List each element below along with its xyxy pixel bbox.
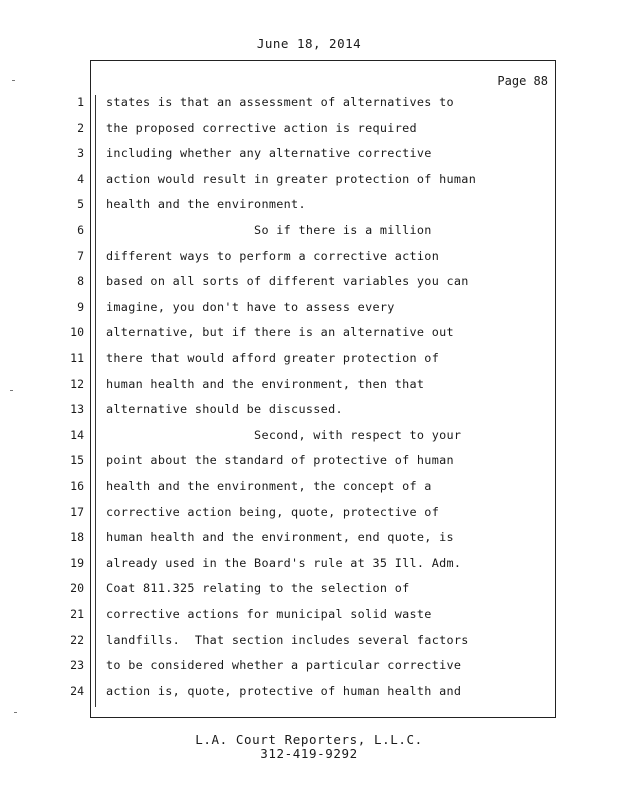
- transcript-line-text: health and the environment, the concept of a: [106, 479, 432, 493]
- line-number: 16: [70, 479, 84, 493]
- transcript-line-text: landfills. That section includes several factors: [106, 632, 469, 647]
- line-number: 3: [77, 146, 84, 161]
- transcript-line-text: action is, quote, protective of human health and: [106, 683, 462, 698]
- line-number: 4: [77, 171, 84, 186]
- transcript-line-text: Second, with respect to your: [106, 427, 462, 442]
- transcript-line-text: based on all sorts of different variables you can: [106, 274, 469, 289]
- transcript-line-text: corrective action being, quote, protective of: [106, 504, 440, 519]
- line-number: 11: [70, 351, 84, 365]
- scan-speck: [14, 712, 17, 713]
- line-number: 24: [70, 683, 84, 698]
- line-number: 2: [77, 120, 84, 135]
- transcript-line-text: corrective actions for municipal solid waste: [106, 607, 432, 621]
- line-number: 9: [77, 299, 84, 314]
- line-number: 21: [70, 607, 84, 621]
- transcript-line-text: action would result in greater protection of human: [106, 171, 477, 186]
- transcript-line-text: there that would afford greater protection of: [106, 351, 440, 365]
- scan-speck: [12, 80, 15, 81]
- line-number: 1: [77, 95, 84, 109]
- line-number-margin-rule: [95, 95, 96, 707]
- line-number: 12: [70, 376, 84, 391]
- line-number: 14: [70, 427, 84, 442]
- transcript-line-text: different ways to perform a corrective action: [106, 248, 440, 263]
- transcript-line-text: point about the standard of protective of human: [106, 453, 454, 468]
- line-number: 7: [77, 248, 84, 263]
- line-number: 17: [70, 504, 84, 519]
- transcript-line-text: human health and the environment, end quote, is: [106, 530, 454, 545]
- transcript-line-text: including whether any alternative corrective: [106, 146, 432, 161]
- line-number: 15: [70, 453, 84, 468]
- line-number: 13: [70, 402, 84, 417]
- page-number-label: Page 88: [497, 74, 548, 88]
- line-number: 8: [77, 274, 84, 289]
- transcript-line-text: imagine, you don't have to assess every: [106, 299, 395, 314]
- transcript-line-text: So if there is a million: [106, 223, 432, 237]
- footer-company: L.A. Court Reporters, L.L.C.: [195, 732, 423, 747]
- header-date: June 18, 2014: [256, 36, 362, 51]
- transcript-line-text: Coat 811.325 relating to the selection of: [106, 581, 410, 596]
- line-number: 23: [70, 658, 84, 673]
- transcript-line-text: human health and the environment, then that: [106, 376, 425, 391]
- transcript-line-text: states is that an assessment of alternatives to: [106, 95, 454, 109]
- transcript-line-text: alternative, but if there is an alternative out: [106, 325, 454, 340]
- line-number: 20: [70, 581, 84, 596]
- footer-phone: 312-419-9292: [260, 746, 358, 761]
- scan-speck: [10, 390, 13, 391]
- line-number: 19: [70, 555, 84, 570]
- transcript-line-text: already used in the Board's rule at 35 Ill. Adm.: [106, 555, 462, 570]
- line-number: 18: [70, 530, 84, 545]
- transcript-line-text: alternative should be discussed.: [106, 402, 343, 417]
- transcript-line-text: to be considered whether a particular corrective: [106, 658, 462, 673]
- transcript-line-text: health and the environment.: [106, 197, 306, 212]
- line-number: 10: [70, 325, 84, 340]
- transcript-line-text: the proposed corrective action is required: [106, 120, 417, 135]
- line-number: 5: [77, 197, 84, 212]
- line-number: 6: [77, 223, 84, 237]
- line-number: 22: [70, 632, 84, 647]
